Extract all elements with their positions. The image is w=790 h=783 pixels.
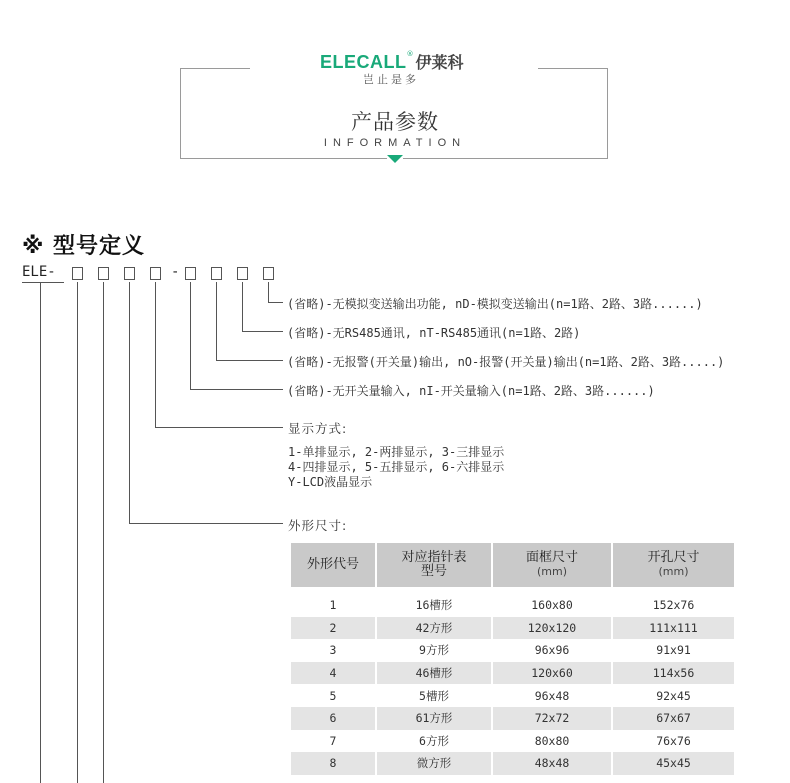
cell-frame-size: 72x72 [492,707,612,730]
code-box-display [98,267,109,280]
cell-cutout-size: 67x67 [612,707,734,730]
code-box-4 [150,267,161,280]
display-option-line: 1-单排显示, 2-两排显示, 3-三排显示 [288,445,505,459]
display-option-line: Y-LCD液晶显示 [288,475,373,489]
communication-definition: (省略)-无RS485通讯, nT-RS485通讯(n=1路、2路) [287,326,581,340]
cell-model: 5槽形 [376,684,492,707]
header-pointer-meter-model: 对应指针表 型号 [376,543,492,587]
cell-cutout-size: 92x45 [656,688,691,703]
cell-code: 1 [291,594,376,617]
table-row [291,617,734,640]
display-mode-label: 显示方式: [288,421,348,436]
tree-branch-size [129,523,283,524]
cell-model: 61方形 [376,707,492,730]
cell-cutout-size: 111x111 [612,617,734,640]
header-frame-right [607,68,608,159]
registered-mark: ® [406,50,414,58]
display-option-line: 4-四排显示, 5-五排显示, 6-六排显示 [288,460,505,474]
table-header-row [291,543,734,587]
tree-line-communication [242,282,243,332]
cell-cutout-size: 152x76 [652,598,695,613]
down-triangle-icon [387,155,403,163]
cell-model: 46槽形 [376,662,492,685]
cell-model: 6方形 [376,730,492,753]
cell-model: 9方形 [376,639,492,662]
code-box-alarm-output [211,267,222,280]
section-subtitle: INFORMATION [323,137,467,149]
cell-frame-size: 120x60 [492,662,612,685]
cell-frame-size: 96x96 [492,639,612,662]
header-cutout-size: 开孔尺寸 (mm) [612,543,734,587]
cell-frame-size: 160x80 [492,594,612,617]
tree-line-prefix [40,282,41,783]
brand-name-en: ELECALL [320,52,407,72]
tree-branch-alarm-output [216,360,283,361]
table-row [291,684,734,707]
display-mode-options [288,445,504,490]
tree-line-alarm-output [216,282,217,361]
header-frame-size: 面框尺寸 (mm) [492,543,612,587]
brand-slogan: 岂止是多 [363,73,419,86]
code-box-communication [237,267,248,280]
table-row [291,594,734,617]
header-frame-top-left [180,68,250,69]
cell-cutout-size: 91x91 [656,643,691,658]
header-frame-top-right [538,68,608,69]
tree-line-display [155,282,156,428]
cell-code: 6 [291,707,376,730]
table-row [291,730,734,753]
tree-branch-analog-output [268,302,283,303]
cell-code: 4 [291,662,376,685]
header-outline-code: 外形代号 [291,543,376,587]
code-box-size [72,267,83,280]
section-title: 产品参数 [351,110,439,134]
brand-name-cn: 伊莱科 [415,53,464,72]
header-frame-left [180,68,181,159]
cell-model: 微方形 [376,752,492,775]
tree-branch-switch-input [190,389,283,390]
table-row [291,707,734,730]
tree-line-box1 [77,282,78,783]
tree-line-switch-input [190,282,191,390]
model-definition-heading: ※ 型号定义 [22,234,146,259]
cell-code: 2 [291,617,376,640]
cell-cutout-size: 45x45 [612,752,734,775]
cell-model: 42方形 [376,617,492,640]
cell-frame-size: 96x48 [492,684,612,707]
cell-code: 7 [291,730,376,753]
cell-code: 3 [291,639,376,662]
brand-logo [320,50,464,73]
tree-line-size [129,282,130,524]
code-box-analog-output [263,267,274,280]
cell-model: 16槽形 [376,594,492,617]
tree-branch-display [155,427,283,428]
tree-line-analog-output [268,282,269,303]
tree-line-box2 [103,282,104,783]
alarm-output-definition: (省略)-无报警(开关量)输出, nO-报警(开关量)输出(n=1路、2路、3路.....) [287,355,725,369]
outline-size-label: 外形尺寸: [288,518,348,533]
model-code-prefix: ELE- [22,264,56,280]
code-box-switch-input [185,267,196,280]
cell-frame-size: 80x80 [492,730,612,753]
code-box-3 [124,267,135,280]
outline-size-table [291,543,734,775]
header-frame-bottom-right [403,158,608,159]
table-row [291,752,734,775]
cell-cutout-size: 114x56 [612,662,734,685]
switch-input-definition: (省略)-无开关量输入, nI-开关量输入(n=1路、2路、3路......) [287,384,655,398]
header-frame-bottom-left [180,158,387,159]
table-row [291,662,734,685]
cell-frame-size: 120x120 [492,617,612,640]
tree-branch-communication [242,331,283,332]
analog-output-definition: (省略)-无模拟变送输出功能, nD-模拟变送输出(n=1路、2路、3路......) [287,297,703,311]
cell-frame-size: 48x48 [492,752,612,775]
table-row [291,639,734,662]
cell-cutout-size: 76x76 [656,733,691,748]
prefix-underline [22,282,64,283]
cell-code: 8 [291,752,376,775]
cell-code: 5 [291,684,376,707]
model-code-separator: - [171,264,180,280]
